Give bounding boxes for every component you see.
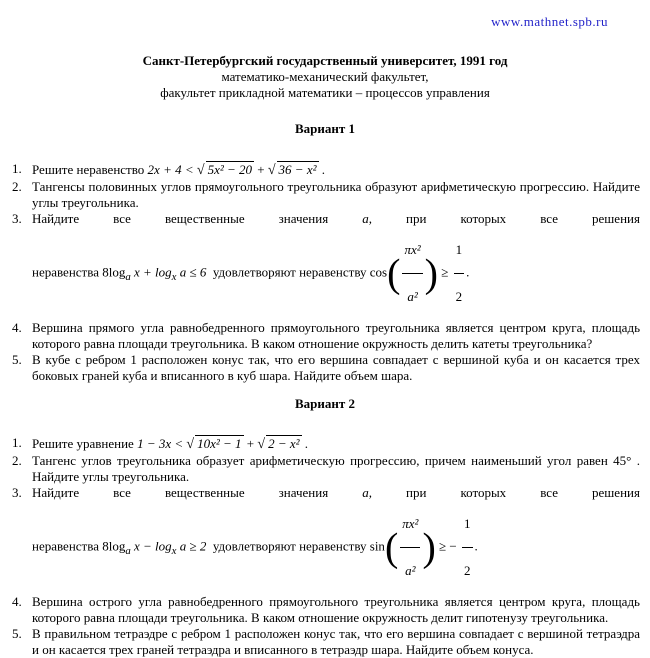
problem-1: 1. Решите неравенство 2x + 4 < √ 5x² − 20 + √ 36 − x² . [12, 161, 325, 178]
math-radicand: 10x² − 1 [197, 436, 242, 451]
math-radicand: 5x² − 20 [207, 162, 253, 177]
variant-1-problems [0, 161, 640, 384]
math-radicand: 36 − x² [278, 162, 317, 177]
document-header [0, 53, 650, 101]
problem-2 [0, 453, 640, 485]
problem-5 [0, 626, 640, 658]
problem-4 [0, 320, 640, 352]
math-radicand: 2 − x² [268, 436, 300, 451]
problem-text: В правильном тетраэдре с ребром 1 расположен конус так, что его вершина совпадает с вершиной тетраэдра и он касается трех граней тетраэдра и вписанного в тетраэдр шара. Найдите объем конуса. [32, 626, 640, 657]
problem-text: Тангенс углов треугольника образует арифметическую прогрессию, причем наименьший угол равен 45° . Найдите углы треугольника. [32, 453, 640, 484]
problem-number: 4. [12, 594, 22, 609]
problem-number: 5. [12, 352, 22, 367]
problem-5 [0, 352, 640, 384]
problem-3 [0, 485, 640, 594]
problem-number: 3. [12, 485, 22, 500]
math-lhs: 1 − 3x < [137, 436, 184, 451]
problem-number: 2. [12, 453, 22, 468]
problem-number: 1. [12, 161, 22, 176]
problem-text: В кубе с ребром 1 расположен конус так, что его вершина совпадает с вершиной куба и он касается трех боковых граней куба и вписанного в куб шара. Найдите объем шара. [32, 352, 640, 383]
problem-number: 2. [12, 179, 22, 194]
header-title: Санкт-Петербургский государственный университет, 1991 год [142, 53, 508, 68]
variant-1-title: Вариант 1 [294, 121, 356, 136]
problem-4 [0, 594, 640, 626]
problem-3-second-line: неравенства $8\log_a$ $x + \log_x a \le 6$ удовлетворяют неравенству cos( $\frac{\text{πx²}}{\text{a²}}$ ) ≥ $\frac{1}{2}$ . [32, 227, 640, 320]
problem-3-second-line: неравенства $8\log_a$ $x - \log_x a \ge 2$ удовлетворяют неравенству sin( $\frac{\text{πx²}}{\text{a²}}$ ) ≥ − $\frac{1}{2}$ . [32, 501, 640, 594]
variant-2-problems [0, 435, 640, 658]
problem-text: Решите неравенство [32, 162, 145, 177]
problem-number: 1. [12, 435, 22, 450]
problem-text: Решите уравнение [32, 436, 134, 451]
variant-2-title: Вариант 2 [294, 396, 356, 411]
problem-number: 3. [12, 211, 22, 226]
problem-2 [0, 179, 640, 211]
math-lhs: 2x + 4 < [147, 162, 194, 177]
problem-3-first-line: Найдите все вещественные значения a, при которых все решения [32, 485, 640, 500]
problem-number: 4. [12, 320, 22, 335]
problem-text: Тангенсы половинных углов прямоугольного треугольника образуют арифметическую прогрессию. Найдите углы треугольника. [32, 179, 640, 210]
header-line-2: факультет прикладной математики – процессов управления [160, 85, 490, 100]
problem-text: Вершина острого угла равнобедренного прямоугольного треугольника является центром круга, площадь которого равна площади треугольника. В каком отношение окружность делит гипотенузу треугольника. [32, 594, 640, 625]
problem-1: 1. Решите уравнение 1 − 3x < √ 10x² − 1 + √ 2 − x² . [12, 435, 309, 452]
header-line-1: математико-механический факультет, [221, 69, 429, 84]
problem-3 [0, 211, 640, 320]
problem-number: 5. [12, 626, 22, 641]
problem-3-first-line: Найдите все вещественные значения a, при которых все решения [32, 211, 640, 226]
problem-text: Вершина прямого угла равнобедренного прямоугольного треугольника является центром круга, площадь которого равна площади треугольника. В каком отношение окружность делить катеты треугольника? [32, 320, 640, 351]
site-url[interactable]: www.mathnet.spb.ru [491, 14, 608, 29]
